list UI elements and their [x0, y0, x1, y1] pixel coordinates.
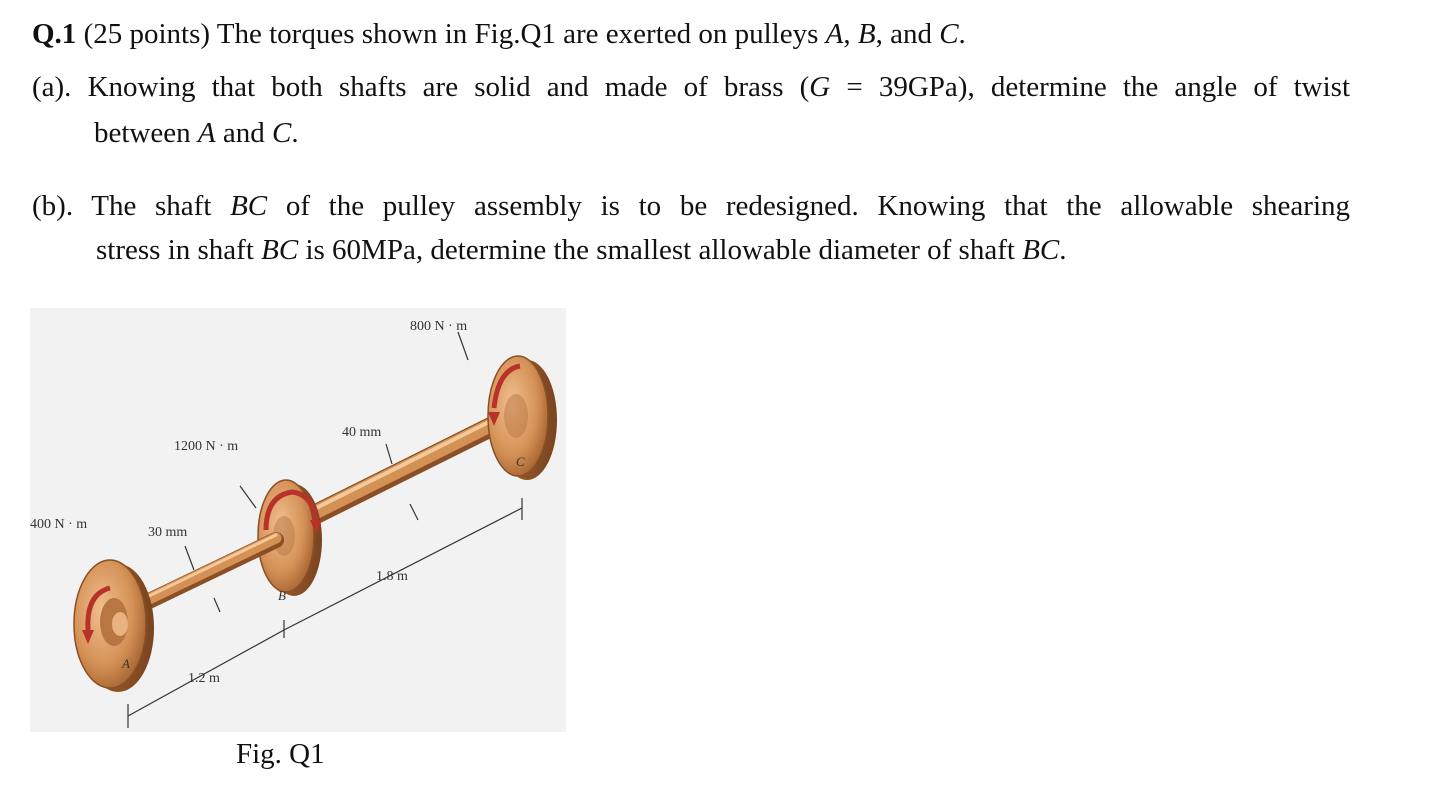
part-b-mid: is 60MPa, determine the smallest allowable diameter of shaft	[305, 234, 1015, 266]
pulley-a-ref: A	[825, 18, 844, 50]
point-a-ref: A	[197, 117, 216, 149]
question-points: (25 points)	[83, 18, 211, 50]
figure-caption: Fig. Q1	[236, 738, 325, 770]
shaft-bc-ref: BC	[261, 234, 299, 266]
pulley-c-label: C	[516, 454, 525, 469]
part-a-line2	[94, 119, 299, 148]
question-number: Q.1	[32, 18, 77, 50]
part-a-and: and	[222, 117, 265, 149]
g-symbol: G	[809, 71, 831, 103]
pulley-c-ref: C	[939, 18, 959, 50]
part-b-text1: The shaft	[91, 190, 212, 222]
pulley-b-ref: B	[857, 18, 876, 50]
question-title	[32, 20, 966, 49]
part-a-line1	[32, 73, 1350, 102]
question-intro: The torques shown in Fig.Q1 are exerted on pulleys	[216, 18, 819, 50]
pulley-a-label: A	[122, 656, 130, 671]
part-b-stress: stress in shaft	[96, 234, 254, 266]
period: .	[958, 18, 966, 50]
torque-a-label: 400 N · m	[30, 517, 88, 532]
diameter-ab-label: 30 mm	[148, 525, 188, 540]
length-bc-label: 1.8 m	[376, 569, 408, 584]
point-c-ref: C	[271, 117, 292, 149]
part-a-between: between	[94, 117, 191, 149]
diameter-bc-label: 40 mm	[342, 425, 382, 440]
torque-c-label: 800 N · m	[410, 319, 468, 334]
part-b-label: (b).	[32, 190, 74, 222]
shaft-bc-ref: BC	[1022, 234, 1060, 266]
part-b-end: .	[1059, 234, 1067, 266]
shaft-bc-ref: BC	[230, 190, 268, 222]
part-a-text1: Knowing that both shafts are solid and made of brass (	[87, 71, 810, 103]
part-a-label: (a).	[32, 71, 72, 103]
part-b-text2: of the pulley assembly is to be redesigned. Knowing that the allowable shearing	[285, 190, 1351, 222]
pulley-b-label: B	[278, 588, 286, 603]
length-ab-label: 1.2 m	[188, 671, 220, 686]
part-b-line1	[32, 192, 1350, 221]
pulley-figure	[30, 308, 566, 732]
part-b-line2	[96, 236, 1067, 265]
pulley-assembly-diagram	[30, 308, 566, 732]
comma: ,	[843, 18, 851, 50]
torque-b-label: 1200 N · m	[174, 439, 239, 454]
part-a-text2: = 39GPa), determine the angle of twist	[846, 71, 1351, 103]
part-a-end: .	[291, 117, 299, 149]
and-word: , and	[875, 18, 932, 50]
